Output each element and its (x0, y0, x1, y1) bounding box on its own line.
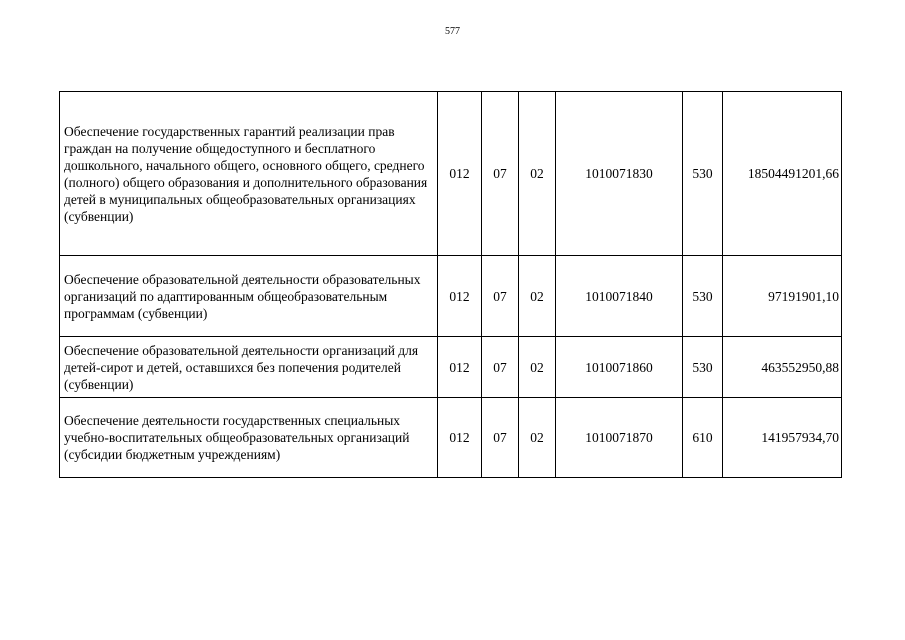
department-code-cell: 012 (438, 92, 482, 256)
amount-cell: 141957934,70 (723, 398, 842, 478)
section-code-cell: 07 (482, 92, 519, 256)
subsection-code-cell: 02 (519, 398, 556, 478)
expense-name-cell: Обеспечение государственных гарантий реализации прав граждан на получение общедоступного и бесплатного дошкольного, начального общего, основного общего, среднего (полного) общего образования и дополнительного образования детей в муниципальных общеобразовательных организациях (субвенции) (60, 92, 438, 256)
target-article-code-cell: 1010071870 (556, 398, 683, 478)
table-row (60, 337, 842, 398)
expense-name-cell: Обеспечение образовательной деятельности организаций для детей-сирот и детей, оставшихся без попечения родителей (субвенции) (60, 337, 438, 398)
amount-cell: 97191901,10 (723, 256, 842, 337)
expense-type-code-cell: 530 (683, 337, 723, 398)
expense-type-code-cell: 610 (683, 398, 723, 478)
expense-name-cell: Обеспечение деятельности государственных специальных учебно-воспитательных общеобразовательных организаций (субсидии бюджетным учреждениям) (60, 398, 438, 478)
table-row (60, 92, 842, 256)
page-number: 577 (445, 26, 460, 37)
target-article-code-cell: 1010071860 (556, 337, 683, 398)
expense-type-code-cell: 530 (683, 92, 723, 256)
table-row (60, 256, 842, 337)
amount-cell: 18504491201,66 (723, 92, 842, 256)
expense-name-cell: Обеспечение образовательной деятельности образовательных организаций по адаптированным общеобразовательным программам (субвенции) (60, 256, 438, 337)
subsection-code-cell: 02 (519, 92, 556, 256)
subsection-code-cell: 02 (519, 337, 556, 398)
subsection-code-cell: 02 (519, 256, 556, 337)
department-code-cell: 012 (438, 256, 482, 337)
section-code-cell: 07 (482, 337, 519, 398)
department-code-cell: 012 (438, 337, 482, 398)
expense-type-code-cell: 530 (683, 256, 723, 337)
target-article-code-cell: 1010071830 (556, 92, 683, 256)
table-row (60, 398, 842, 478)
budget-table (59, 91, 842, 478)
department-code-cell: 012 (438, 398, 482, 478)
section-code-cell: 07 (482, 256, 519, 337)
target-article-code-cell: 1010071840 (556, 256, 683, 337)
section-code-cell: 07 (482, 398, 519, 478)
amount-cell: 463552950,88 (723, 337, 842, 398)
